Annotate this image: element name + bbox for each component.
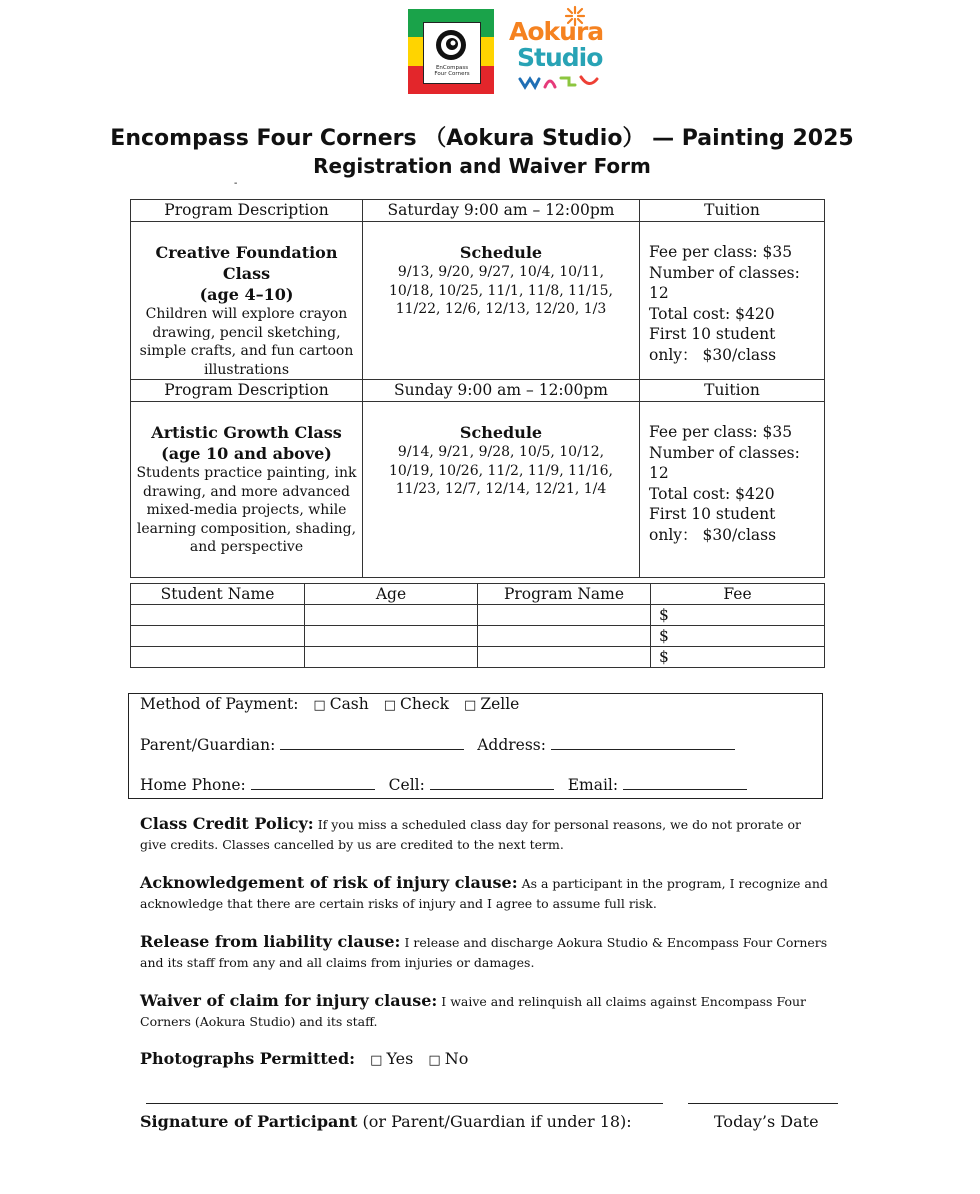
program-schedule-cell: [363, 222, 640, 380]
date-line[interactable]: [688, 1103, 838, 1104]
student-fee-field[interactable]: $: [651, 647, 825, 668]
check-checkbox[interactable]: □: [383, 698, 396, 713]
tuition-line: Number of classes: 12: [649, 263, 800, 302]
header-program-name: Program Name: [478, 584, 651, 605]
photographs-permitted-row: [140, 1049, 830, 1071]
zelle-label: Zelle: [480, 695, 520, 713]
signature-label-rest: (or Parent/Guardian if under 18):: [357, 1112, 632, 1131]
tuition-line: Total cost: $420: [649, 304, 775, 323]
program-description-cell: [131, 222, 363, 380]
parent-guardian-label: Parent/Guardian:: [140, 736, 276, 754]
program-description: Children will explore crayon drawing, pencil sketching, simple crafts, and fun cartoon illustrations: [139, 306, 354, 378]
header-tuition: Tuition: [640, 380, 825, 402]
header-fee: Fee: [651, 584, 825, 605]
schedule-dates: 9/14, 9/21, 9/28, 10/5, 10/12, 10/19, 10/26, 11/2, 11/9, 11/16, 11/23, 12/7, 12/14, 12/21, 1/4: [389, 444, 613, 497]
cash-label: Cash: [329, 695, 369, 713]
student-program-field[interactable]: [478, 647, 651, 668]
tuition-line: only： $30/class: [649, 525, 777, 544]
photos-no-checkbox[interactable]: □: [428, 1053, 441, 1068]
aokura-studio-logo: [505, 5, 610, 95]
cell-field[interactable]: [430, 775, 554, 790]
tuition-line: First 10 student: [649, 325, 776, 343]
signature-label: [140, 1112, 632, 1131]
program-description-cell: [131, 402, 363, 578]
student-row: [131, 647, 825, 668]
logo-word-studio: Studio: [517, 43, 603, 72]
tuition-line: Fee per class: $35: [649, 243, 793, 261]
header-student-name: Student Name: [131, 584, 305, 605]
student-name-field[interactable]: [131, 605, 305, 626]
page-title: Encompass Four Corners （Aokura Studio） — Painting 2025: [110, 126, 854, 151]
signature-label-bold: Signature of Participant: [140, 1112, 358, 1131]
clause-title: Acknowledgement of risk of injury clause:: [140, 873, 518, 892]
photos-no-label: No: [444, 1049, 469, 1068]
cash-checkbox[interactable]: □: [313, 698, 326, 713]
stray-mark: -: [234, 178, 238, 189]
student-name-field[interactable]: [131, 647, 305, 668]
tuition-line: Number of classes: 12: [649, 443, 800, 482]
payment-method-label: Method of Payment:: [140, 695, 299, 713]
clause-title: Waiver of claim for injury clause:: [140, 991, 438, 1010]
photographs-label: Photographs Permitted:: [140, 1049, 356, 1068]
program-header-row: [131, 380, 825, 402]
parent-guardian-field[interactable]: [280, 735, 464, 750]
header-saturday-time: Saturday 9:00 am – 12:00pm: [363, 200, 640, 222]
parent-address-row: [140, 735, 735, 754]
clause-text: I release and discharge Aokura Studio & Encompass Four Corners and its staff from any and all claims from injuries or damages.: [140, 935, 828, 970]
email-field[interactable]: [623, 775, 747, 790]
zelle-checkbox[interactable]: □: [464, 698, 477, 713]
risk-of-injury-clause: [140, 873, 830, 914]
schedule-dates: 9/13, 9/20, 9/27, 10/4, 10/11, 10/18, 10/25, 11/1, 11/8, 11/15, 11/22, 12/6, 12/13, 12/20, 1/3: [389, 264, 613, 317]
page-subtitle: Registration and Waiver Form: [313, 154, 651, 178]
header-tuition: Tuition: [640, 200, 825, 222]
clause-title: Class Credit Policy:: [140, 814, 314, 833]
program-description: Students practice painting, ink drawing, and more advanced mixed-media projects, while learning composition, shading, and perspective: [136, 465, 357, 555]
schedule-label: Schedule: [459, 243, 543, 262]
logo-text-line-1: EnCompass: [435, 65, 469, 71]
clause-text: If you miss a scheduled class day for personal reasons, we do not prorate or give credits. Classes cancelled by us are credited to the next term.: [140, 817, 801, 852]
class-credit-policy: [140, 814, 830, 855]
program-tuition-cell: [640, 402, 825, 578]
student-age-field[interactable]: [305, 605, 478, 626]
payment-method-row: [140, 695, 519, 713]
program-header-row: [131, 200, 825, 222]
program-name: Creative Foundation Class: [155, 243, 338, 283]
logo-badge: [423, 22, 481, 84]
program-tuition-cell: [640, 222, 825, 380]
program-age: (age 10 and above): [161, 444, 332, 463]
home-phone-field[interactable]: [251, 775, 375, 790]
student-fee-field[interactable]: $: [651, 605, 825, 626]
student-header-row: [131, 584, 825, 605]
check-label: Check: [399, 695, 450, 713]
swirl-icon: [435, 29, 467, 61]
student-age-field[interactable]: [305, 626, 478, 647]
program-age: (age 4–10): [199, 285, 294, 304]
student-program-field[interactable]: [478, 626, 651, 647]
tuition-line: Total cost: $420: [649, 484, 775, 503]
program-row: [131, 222, 825, 380]
header-sunday-time: Sunday 9:00 am – 12:00pm: [363, 380, 640, 402]
release-liability-clause: [140, 932, 830, 973]
logo-text-line-2: Four Corners: [434, 71, 470, 77]
waiver-claim-clause: [140, 991, 830, 1032]
student-table: [130, 583, 825, 668]
student-program-field[interactable]: [478, 605, 651, 626]
header-age: Age: [305, 584, 478, 605]
student-row: [131, 626, 825, 647]
program-schedule-cell: [363, 402, 640, 578]
student-name-field[interactable]: [131, 626, 305, 647]
payment-box: [128, 693, 823, 799]
clause-text: I waive and relinquish all claims against Encompass Four Corners (Aokura Studio) and its staff.: [140, 994, 806, 1029]
encompass-four-corners-logo: [408, 9, 494, 94]
header-program-description: Program Description: [131, 200, 363, 222]
signature-line[interactable]: [146, 1103, 663, 1104]
cell-label: Cell:: [388, 776, 425, 794]
logo-word-aokura: Aokura: [509, 17, 604, 46]
logo-squiggles-icon: [517, 73, 602, 93]
student-row: [131, 605, 825, 626]
program-table: [130, 199, 825, 578]
schedule-label: Schedule: [459, 423, 543, 442]
email-label: Email:: [567, 776, 619, 794]
program-row: [131, 402, 825, 578]
clause-title: Release from liability clause:: [140, 932, 401, 951]
contact-row: [140, 775, 747, 794]
tuition-line: Fee per class: $35: [649, 423, 793, 441]
tuition-line: First 10 student: [649, 505, 776, 523]
tuition-line: only： $30/class: [649, 345, 777, 364]
photos-yes-checkbox[interactable]: □: [370, 1053, 383, 1068]
address-field[interactable]: [551, 735, 735, 750]
clause-text: As a participant in the program, I recognize and acknowledge that there are certain risks of injury and I agree to assume full risk.: [140, 876, 828, 911]
todays-date-label: Today’s Date: [714, 1112, 819, 1131]
address-label: Address:: [477, 736, 546, 754]
student-fee-field[interactable]: $: [651, 626, 825, 647]
home-phone-label: Home Phone:: [140, 776, 246, 794]
program-name: Artistic Growth Class: [151, 423, 342, 442]
header-program-description: Program Description: [131, 380, 363, 402]
student-age-field[interactable]: [305, 647, 478, 668]
photos-yes-label: Yes: [386, 1049, 414, 1068]
